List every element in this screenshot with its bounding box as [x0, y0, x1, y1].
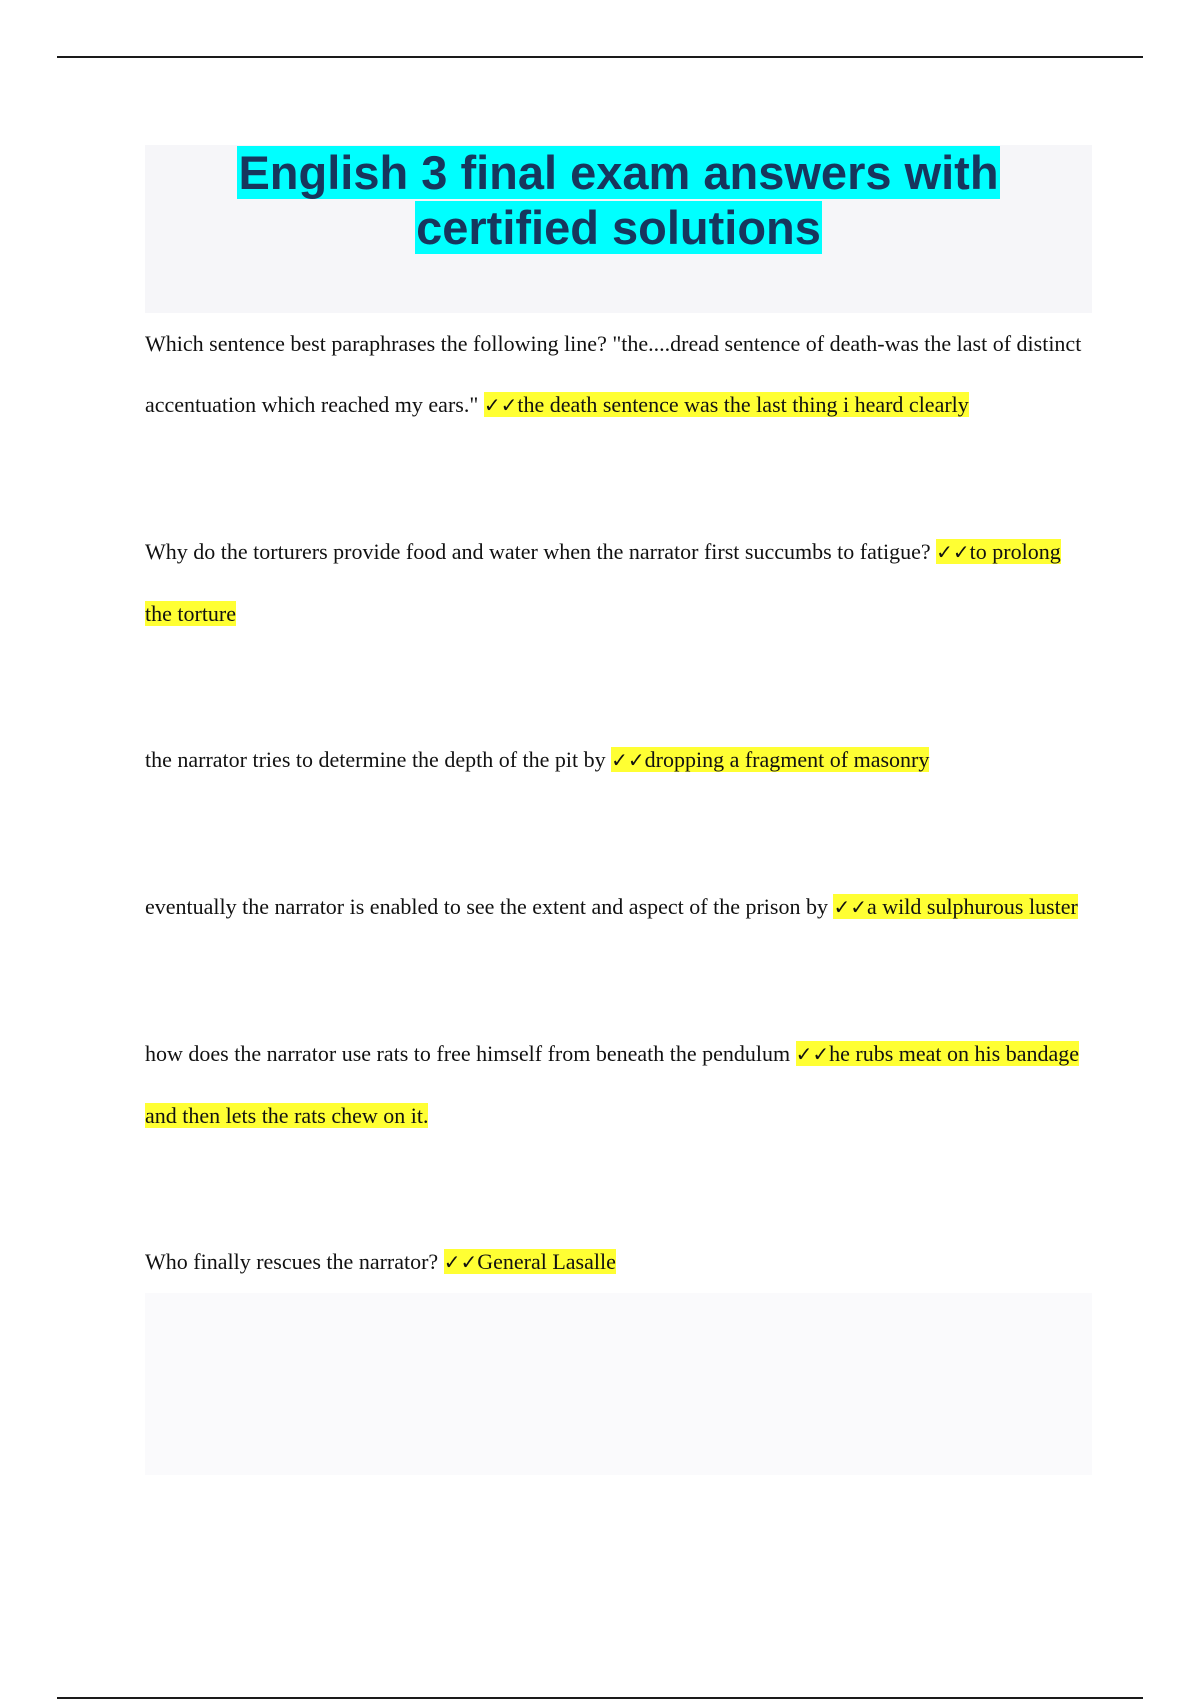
answer-text: to prolong the torture [145, 539, 1061, 626]
answer-highlight [484, 392, 969, 417]
answer-highlight [444, 1249, 616, 1274]
question-list [145, 313, 1092, 1293]
question-item [145, 313, 1092, 436]
double-check-icon: ✓✓ [611, 748, 645, 772]
question-text: eventually the narrator is enabled to see the extent and aspect of the prison by [145, 894, 834, 919]
title-line-1: English 3 final exam answers with [238, 146, 999, 199]
answer-text: dropping a fragment of masonry [644, 747, 930, 772]
question-item [145, 521, 1092, 644]
answer-text: the death sentence was the last thing i heard clearly [517, 392, 969, 417]
double-check-icon: ✓✓ [795, 1042, 830, 1066]
document-title [237, 146, 999, 254]
question-text: Why do the torturers provide food and water when the narrator first succumbs to fatigue? [145, 539, 937, 564]
question-item [145, 1023, 1092, 1146]
title-block [145, 145, 1092, 313]
question-item [145, 1231, 1092, 1293]
question-text: Who finally rescues the narrator? [145, 1249, 444, 1274]
question-text: how does the narrator use rats to free himself from beneath the pendulum [145, 1041, 796, 1066]
title-line-2: certified solutions [416, 201, 821, 254]
bottom-rule [57, 1697, 1143, 1699]
question-text: the narrator tries to determine the depth of the pit by [145, 747, 612, 772]
double-check-icon: ✓✓ [443, 1250, 478, 1274]
top-rule [57, 56, 1143, 58]
answer-highlight [611, 747, 929, 772]
question-text: Which sentence best paraphrases the following line? "the....dread sentence of death-was the last of distinct accentuation which reached my ears." [145, 331, 1082, 417]
double-check-icon: ✓✓ [936, 540, 970, 564]
answer-text: General Lasalle [477, 1249, 616, 1274]
answer-text: a wild sulphurous luster [867, 894, 1078, 919]
document-page [145, 145, 1092, 1475]
double-check-icon: ✓✓ [483, 393, 518, 417]
question-item [145, 876, 1092, 938]
answer-highlight [833, 894, 1077, 919]
question-item [145, 729, 1092, 791]
double-check-icon: ✓✓ [833, 895, 867, 919]
answer-text: he rubs meat on his bandage and then lets the rats chew on it. [145, 1041, 1080, 1128]
